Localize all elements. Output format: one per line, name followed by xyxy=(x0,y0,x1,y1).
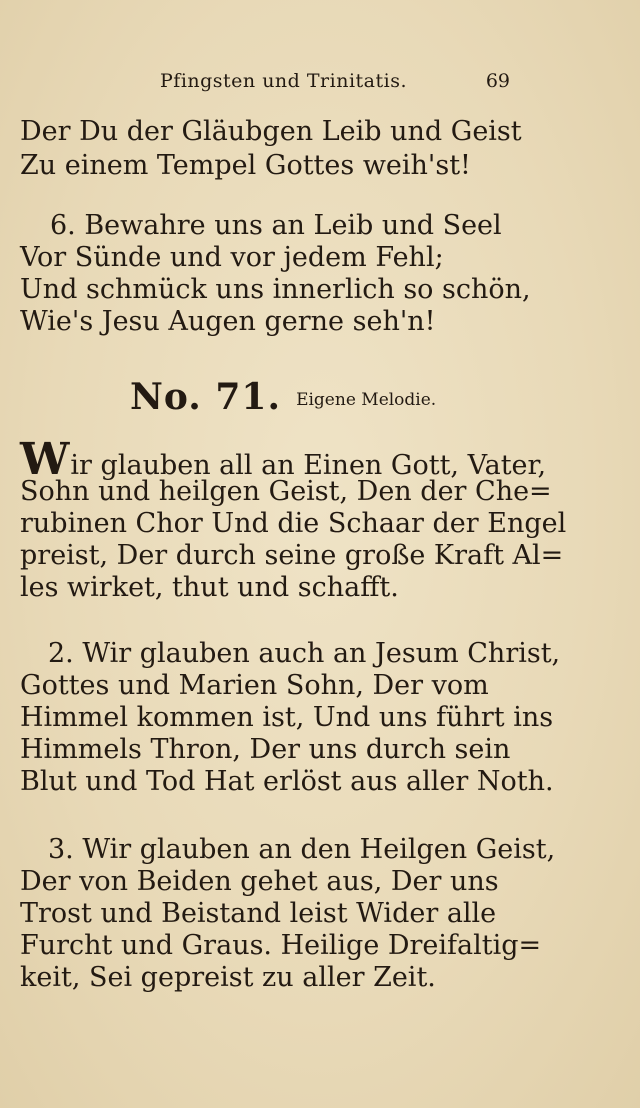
hymn-heading xyxy=(130,376,550,420)
verse-start-line: 6. Bewahre uns an Leib und Seel xyxy=(50,210,502,241)
text-line: Der Du der Gläubgen Leib und Geist xyxy=(20,116,522,147)
text-line: Gottes und Marien Sohn, Der vom xyxy=(20,670,489,701)
text-line: rubinen Chor Und die Schaar der Engel xyxy=(20,508,567,539)
text-line: Sohn und heilgen Geist, Den der Che= xyxy=(20,476,552,507)
verse-start-line: 2. Wir glauben auch an Jesum Christ, xyxy=(48,638,561,669)
text-line: les wirket, thut und schafft. xyxy=(20,572,399,603)
text-line: Der von Beiden gehet aus, Der uns xyxy=(20,866,499,897)
verse-start-line: 3. Wir glauben an den Heilgen Geist, xyxy=(48,834,556,865)
page-header xyxy=(0,70,640,100)
text-line: keit, Sei gepreist zu aller Zeit. xyxy=(20,962,436,993)
text-line: Wie's Jesu Augen gerne seh'n! xyxy=(20,306,436,337)
text-line: Blut und Tod Hat erlöst aus aller Noth. xyxy=(20,766,554,797)
text-line: Himmels Thron, Der uns durch sein xyxy=(20,734,511,765)
text-line: Himmel kommen ist, Und uns führt ins xyxy=(20,702,554,733)
drop-cap: W xyxy=(20,434,70,485)
text-line: Trost und Beistand leist Wider alle xyxy=(20,898,497,929)
text-line: Und schmück uns innerlich so schön, xyxy=(20,274,531,305)
page-number: 69 xyxy=(485,70,510,92)
text-line: preist, Der durch seine große Kraft Al= xyxy=(20,540,564,571)
text-line: Zu einem Tempel Gottes weih'st! xyxy=(20,150,471,181)
hymn-melody: Eigene Melodie. xyxy=(296,390,437,410)
text-line: Vor Sünde und vor jedem Fehl; xyxy=(20,242,444,273)
hymn-number: No. 71. xyxy=(130,376,281,418)
text-line: Furcht und Graus. Heilige Dreifaltig= xyxy=(20,930,542,961)
running-title: Pfingsten und Trinitatis. xyxy=(160,70,407,92)
text-fragment: ir glauben all an Einen Gott, Vater, xyxy=(70,450,547,481)
